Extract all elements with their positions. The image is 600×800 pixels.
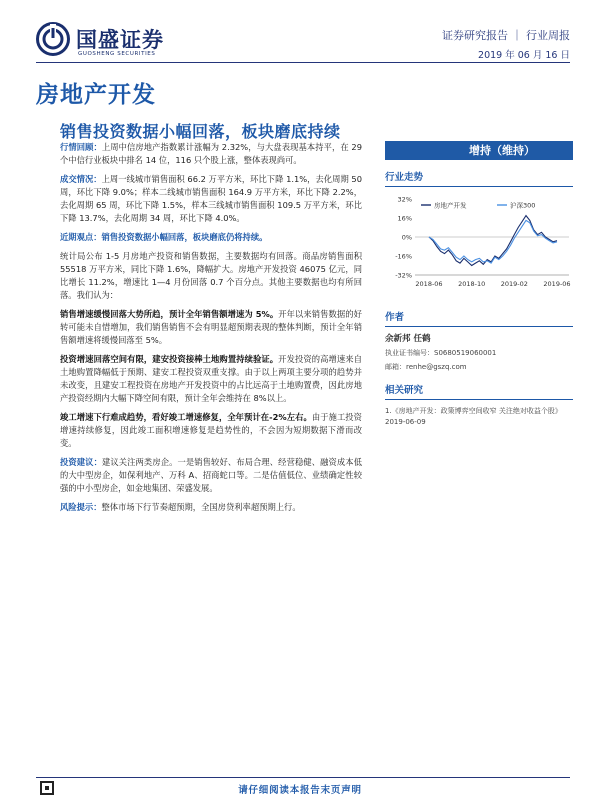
y-tick-label: 32% [397,195,412,204]
sidebar [385,141,573,428]
y-tick-label: -32% [395,271,412,280]
sector-title: 房地产开发 [36,82,156,108]
email-label: 邮箱： [385,363,406,371]
para-text: 上周一线城市销售面积 66.2 万平方米，环比下降 1.1%，去化周期 50 周，环比下降 9.0%；样本二线城市销售面积 164.9 万平方米，环比下降 2.2%，去化周期 65 周，环比下降 1.5%，样本三线城市销售面积 109.5 万平方米，环比下降 13.7%，去化周期 34 周，环比下降 4.0%。 [60,174,362,223]
trend-heading: 行业走势 [385,169,573,187]
legend [421,201,535,210]
para-statistics [60,250,362,302]
para-label: 近期观点： [60,232,102,242]
para-text: 统计局公布 1-5 月房地产投资和销售数据，主要数据均有回落。商品房销售面积 55518 万平方米，同比下降 1.6%，降幅扩大。房地产开发投资 46075 亿元，同比增长 11.2%，增速比 1—4 月份回落 0.7 个百分点。其他主要数据也均有所回落。我们认为： [60,251,362,300]
series-layer [429,216,557,266]
para-text: 销售投资数据小幅回落，板块磨底仍将持续。 [101,232,268,242]
y-tick-label: -16% [395,252,412,261]
cert-row [385,348,573,358]
report-date: 2019 年 06 月 16 日 [478,50,570,61]
para-transactions [60,173,362,225]
para-text: 开发投资的高增速来自土地购置降幅低于预期、建安工程投资双重支撑。由于以上两项主要分项的趋势并未改变，且建安工程投资在房地产开发投资中的占比远高于土地购置费，因此房地产投资经期内大幅下降空间有限，预计全年会维持在 8%以上。 [60,354,362,403]
para-sales-growth [60,308,362,347]
para-investment [60,353,362,405]
footer-divider [36,777,570,778]
brand-logo [36,22,196,64]
cert-number: S0680519060001 [434,349,497,357]
para-label: 风险提示： [60,502,102,512]
rating-badge: 增持（维持） [385,141,573,160]
para-bold: 投资增速回落空间有限，建安投资接棒土地购置持续验证。 [60,354,279,364]
related-heading: 相关研究 [385,382,573,400]
para-bold: 销售增速缓慢回落大势所趋，预计全年销售额增速为 5%。 [60,309,279,319]
author-heading: 作者 [385,309,573,327]
brand-mark-icon [36,22,70,56]
legend-label: 沪深300 [510,201,536,210]
report-headline: 销售投资数据小幅回落，板块磨底持续 [60,122,341,141]
para-text: 上周中信房地产指数累计涨幅为 2.32%，与大盘表现基本持平，在 29 个中信行业板块中排名 14 位，116 只个股上涨，整体表现尚可。 [60,142,362,165]
para-bold: 竣工增速下行难成趋势，看好竣工增速修复，全年预计在-2%左右。 [60,412,312,422]
x-tick-label: 2018-06 [415,280,443,288]
para-risk [60,501,362,514]
y-tick-label: 0% [401,233,412,242]
legend-label: 房地产开发 [434,201,467,210]
brand-name-en: GUOSHENG SECURITIES [78,51,156,57]
main-body [60,141,362,520]
series-line-1 [429,216,557,266]
cert-label: 执业证书编号： [385,349,434,357]
related-item[interactable]: 1.《房地产开发：政策博弈空间收窄 关注绝对收益个股》2019-06-09 [385,407,562,426]
para-text: 开年以来销售数据的好转可能未自惜增加，我们销售销售不会有明显超预期表现的整体判断，预计全年销售额增速将缓慢回落至 5%。 [60,309,362,345]
x-tick-label: 2018-10 [458,280,486,288]
x-tick-label: 2019-02 [500,280,528,288]
para-label: 成交情况： [60,174,102,184]
para-text: 整体市场下行节奏超预期，全国房贷利率超预期上行。 [101,502,301,512]
para-label: 投资建议： [60,457,102,467]
y-axis [395,196,412,280]
x-tick-label: 2019-06 [543,280,571,288]
x-axis [415,237,571,288]
y-tick-label: 16% [397,214,412,223]
email-link[interactable]: renhe@gszq.com [406,363,467,371]
para-label: 行情回顾： [60,142,102,152]
report-type: 证券研究报告 ｜ 行业周报 [442,29,570,42]
brand-name: 国盛证券 [76,28,164,52]
series-line-2 [429,220,557,263]
header-divider [36,62,570,63]
para-market-review [60,141,362,167]
para-completion [60,411,362,450]
para-recent-view [60,231,362,244]
para-text: 由于施工投资增速持续修复，因此竣工面积增速修复是趋势性的，不会因为短期数据下滑而改变。 [60,412,362,448]
para-investment-advice [60,456,362,495]
para-text: 建议关注两类房企。一是销售较好、布局合理、经营稳健、融资成本低的大中型房企，如保利地产、万科 A、招商蛇口等。二是估值低位、业绩确定性较强的中小型房企，如金地集团、荣盛发展。 [60,457,362,493]
trend-chart [385,191,573,291]
author-names: 余新邦 任鹤 [385,334,431,344]
footer-notice: 请仔细阅读本报告末页声明 [238,785,362,796]
email-row [385,362,573,372]
